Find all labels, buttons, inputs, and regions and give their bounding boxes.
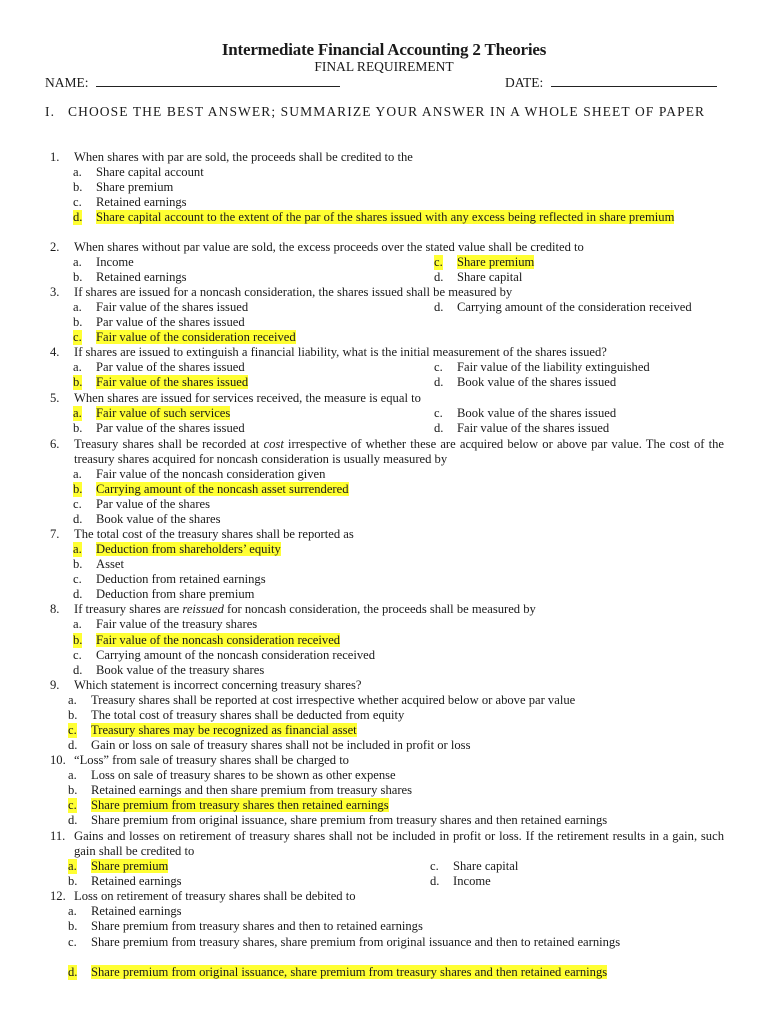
date-label: DATE:: [505, 75, 544, 90]
name-field: [45, 74, 340, 91]
question-number: 1.: [50, 150, 60, 164]
name-blank-line: [96, 74, 340, 87]
section-number: I.: [45, 104, 56, 119]
exam-page: Intermediate Financial Accounting 2 Theories FINAL REQUIREMENT NAME: DATE: I. CHOOSE THE BEST ANSWER; SUMMARIZE YOUR ANSWER IN A WHOLE SHEET OF PAPER 1. When shares with par are sold, the proceeds shall be credited to the a. Share capital account b. Share premium c. Retained earnings d. Share capital account to the extent of the par of the shares issued with any excess being reflected in share premium 2. When shares without par value are sold, the excess proceeds over the stated value shall be credited to a. Income b. Retained earnings c. Share premium d. Share capital 3. If shares are issued for a noncash consideration, the shares issued shall be measured by a. Fair value of the shares issued b. Par value of the shares issued c. Fair value of the consideration received d. Carrying amount of the consideration received 4. If shares are issued to extinguish a financial liability, what is the initial measurement of the shares issued? a. Par value of the shares issued b. Fair value of the shares issued c. Fair value of the liability extinguished d. Book value of the shares issued 5. When shares are issued for services received, the measure is equal to a. Fair value of such services b. Par value of the shares issued c. Book value of the shares issued d. Fair value of the shares issued 6. Treasury shares shall be recorded at cost irrespective of whether these are acquired below or above par value. The cost of the treasury shares acquired for noncash consideration is usually measured by a. Fair value of the noncash consideration given b. Carrying amount of the noncash asset surrendered c. Par value of the shares d. Book value of the shares 7. The total cost of the treasury shares shall be reported as a. Deduction from shareholders’ equity b. Asset c. Deduction from retained earnings d. Deduction from share premium 8. If treasury shares are reissued for noncash consideration, the proceeds shall be measured by a. Fair value of the treasury shares b. Fair value of the noncash consideration received c. Carrying amount of the noncash consideration received d. Book value of the treasury shares 9. Which statement is incorrect concerning treasury shares? a. Treasury shares shall be reported at cost irrespective whether acquired below or above par value b. The total cost of treasury shares shall be deducted from equity c. Treasury shares may be recognized as financial asset d. Gain or loss on sale of treasury shares shall not be included in profit or loss 10. “Loss” from sale of treasury shares shall be charged to a. Loss on sale of treasury shares to be shown as other expense b. Retained earnings and then share premium from treasury shares c. Share premium from treasury shares then retained earnings d. Share premium from original issuance, share premium from treasury shares and then retained earnings 11. Gains and losses on retirement of treasury shares shall not be included in profit or loss. If the retirement results in a gain, such gain shall be credited to a. Share premium b. Retained earnings c. Share capital d. Income 12. Loss on retirement of treasury shares shall be debited to a. Retained earnings b. Share premium from treasury shares and then to retained earnings c. Share premium from treasury shares, share premium from original issuance and then to retained earnings d. Share premium from original issuance, share premium from treasury shares and then retained earnings: [0, 0, 768, 1024]
document-title: Intermediate Financial Accounting 2 Theories: [221, 40, 547, 59]
date-blank-line: [551, 74, 717, 87]
instruction-text: CHOOSE THE BEST ANSWER; SUMMARIZE YOUR ANSWER IN A WHOLE SHEET OF PAPER: [68, 104, 706, 119]
name-label: NAME:: [45, 75, 89, 90]
date-field: [505, 74, 717, 91]
document-subtitle: FINAL REQUIREMENT: [314, 59, 454, 74]
question-text: When shares with par are sold, the proceeds shall be credited to the: [74, 150, 413, 164]
